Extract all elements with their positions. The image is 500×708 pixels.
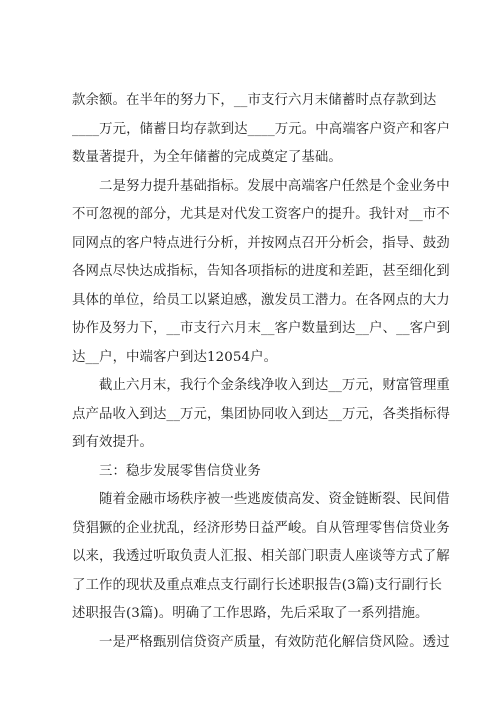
text-line: 不可忽视的部分，尤其是对代发工资客户的提升。我针对__市不 [72, 207, 450, 222]
text-line: ____万元，储蓄日均存款到达____万元。中高端客户资产和客户 [72, 121, 451, 137]
section-heading: 三：稳步发展零售信贷业务 [72, 463, 261, 479]
text-line: 一是严格甄别信贷资产质量，有效防范化解信贷风险。透过 [72, 634, 450, 650]
text-line: 到有效提升。 [72, 435, 153, 450]
text-line: 协作及努力下，__市支行六月末__客户数量到达__户、__客户到 [72, 321, 451, 336]
text-line: 截止六月末，我行个金条线净收入到达__万元，财富管理重 [72, 378, 450, 393]
text-line: 了工作的现状及重点难点支行副行长述职报告(3篇)支行副行长 [72, 577, 443, 593]
text-line: 贷猖獗的企业扰乱，经济形势日益严峻。自从管理零售信贷业务 [72, 520, 450, 536]
text-line: 随着金融市场秩序被一些逃废债高发、资金链断裂、民间借 [72, 492, 450, 507]
text-line: 二是努力提升基础指标。发展中高端客户任然是个金业务中 [72, 178, 450, 194]
text-line: 同网点的客户特点进行分析，并按网点召开分析会，指导、鼓劲 [72, 235, 450, 251]
text-line: 具体的单位，给员工以紧迫感，激发员工潜力。在各网点的大力 [72, 292, 450, 308]
text-line: 各网点尽快达成指标，告知各项指标的进度和差距，甚至细化到 [72, 264, 450, 279]
document-body [72, 87, 451, 657]
text-line: 数量著提升，为全年储蓄的完成奠定了基础。 [72, 150, 342, 165]
text-line: 以来，我透过听取负责人汇报、相关部门职责人座谈等方式了解 [72, 549, 450, 564]
text-line: 达__户，中端客户到达12054户。 [72, 349, 278, 365]
text-line: 述职报告(3篇)。明确了工作思路，先后采取了一系列措施。 [72, 606, 429, 621]
text-line: 点产品收入到达__万元，集团协同收入到达__万元，各类指标得 [72, 406, 450, 422]
text-line: 款余额。在半年的努力下，__市支行六月末储蓄时点存款到达 [72, 93, 437, 108]
